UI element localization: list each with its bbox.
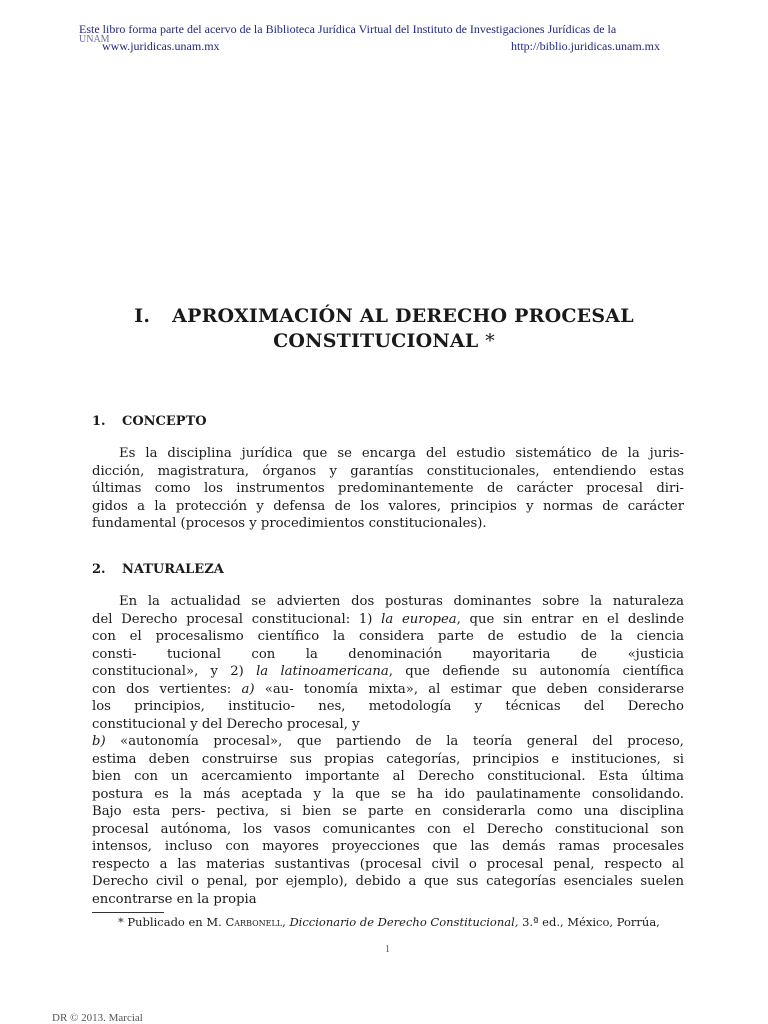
paragraph-naturaleza xyxy=(92,593,684,908)
chapter-title-line2 xyxy=(0,328,768,354)
italic-term: la latinoamericana xyxy=(256,664,389,679)
text-line: bien con un acercamiento importante al Derecho constitucional. Esta última xyxy=(92,769,684,784)
text-line: dicción, magistratura, órganos y garantías constitucionales, entendiendo estas xyxy=(92,463,684,479)
text-run: , que defiende su autonomía científica xyxy=(388,664,684,679)
footnote-divider xyxy=(92,912,164,913)
text-line: encontrarse en la propia xyxy=(92,891,257,907)
text-line xyxy=(92,681,684,699)
page-number: 1 xyxy=(385,944,390,955)
text-line: consti- tucional con la denominación mayoritaria de «justicia xyxy=(92,646,684,662)
site-link-left[interactable]: www.juridicas.unam.mx xyxy=(102,39,220,53)
copyright-line: DR © 2013. Marcial xyxy=(52,1012,143,1024)
library-notice: Este libro forma parte del acervo de la Biblioteca Jurídica Virtual del Instituto de Investigaciones Jurídicas de la xyxy=(79,22,617,36)
text-line: últimas como los instrumentos predominantemente de carácter procesal diri- xyxy=(92,481,684,496)
text-run: «au- tonomía mixta», al estimar que deben considerarse xyxy=(254,681,684,697)
text-line xyxy=(92,611,684,629)
text-line: gidos a la protección y defensa de los valores, principios y normas de carácter xyxy=(92,498,684,514)
italic-term: la europea xyxy=(381,611,457,627)
text-line: Bajo esta pers- pectiva, si bien se parte en considerarla como una disciplina xyxy=(92,804,684,819)
text-line: procesal autónoma, los vasos comunicantes con el Derecho constitucional son xyxy=(92,821,684,837)
text-line: los principios, institucio- nes, metodología y técnicas del Derecho xyxy=(92,699,684,714)
section-heading-concepto xyxy=(92,413,207,431)
text-line: postura es la más aceptada y la que se ha ido paulatinamente consolidando. xyxy=(92,786,684,802)
footnote-mark: * xyxy=(118,915,124,929)
chapter-title-line1 xyxy=(0,303,768,329)
chapter-number: I. xyxy=(134,305,151,327)
text-line: respecto a las materias sustantivas (procesal civil o procesal penal, respecto al xyxy=(92,856,684,872)
section-title: CONCEPTO xyxy=(122,414,207,429)
footnote xyxy=(118,914,660,930)
footnote-book-title: Diccionario de Derecho Constitucional, xyxy=(289,915,519,929)
text-run: , que sin entrar en el deslinde xyxy=(456,611,684,627)
footnote-text: , xyxy=(282,915,290,929)
chapter-title-text2: CONSTITUCIONAL xyxy=(273,330,479,352)
section-heading-naturaleza xyxy=(92,561,224,579)
text-run: constitucional», y 2) xyxy=(92,664,257,679)
text-line: En la actualidad se advierten dos posturas dominantes sobre la naturaleza xyxy=(119,594,684,609)
italic-term: b) xyxy=(92,734,106,749)
section-title: NATURALEZA xyxy=(122,562,224,577)
text-line: Es la disciplina jurídica que se encarga del estudio sistemático de la juris- xyxy=(119,446,684,461)
footnote-text: 3.ª ed., México, Porrúa, xyxy=(518,915,660,929)
library-notice-cut: UNAM xyxy=(79,34,110,45)
footnote-marker[interactable]: * xyxy=(485,330,495,352)
italic-term: a) xyxy=(241,681,255,697)
footnote-author: Carbonell xyxy=(225,915,283,929)
text-line xyxy=(92,733,684,751)
text-line: Derecho civil o penal, por ejemplo), debido a que sus categorías esenciales suelen xyxy=(92,874,684,889)
footnote-text: Publicado en M. xyxy=(123,915,226,929)
text-line: estima deben construirse sus propias categorías, principios e instituciones, si xyxy=(92,751,684,767)
text-run: del Derecho procesal constitucional: 1) xyxy=(92,611,382,627)
section-number: 1. xyxy=(92,414,106,429)
text-run: «autonomía procesal», que partiendo de la teoría general del proceso, xyxy=(105,734,684,749)
text-line: intensos, incluso con mayores proyecciones que las demás ramas procesales xyxy=(92,839,684,854)
text-line: constitucional y del Derecho procesal, y xyxy=(92,716,360,732)
text-line: fundamental (procesos y procedimientos constitucionales). xyxy=(92,516,487,531)
text-line: con el procesalismo científico la considera parte de estudio de la ciencia xyxy=(92,629,684,644)
paragraph-concepto xyxy=(92,445,684,533)
chapter-title-text1: APROXIMACIÓN AL DERECHO PROCESAL xyxy=(172,305,634,327)
text-line xyxy=(92,663,684,681)
text-run: con dos vertientes: xyxy=(92,681,242,697)
section-number: 2. xyxy=(92,562,106,577)
site-link-right[interactable]: http://biblio.juridicas.unam.mx xyxy=(511,39,660,53)
